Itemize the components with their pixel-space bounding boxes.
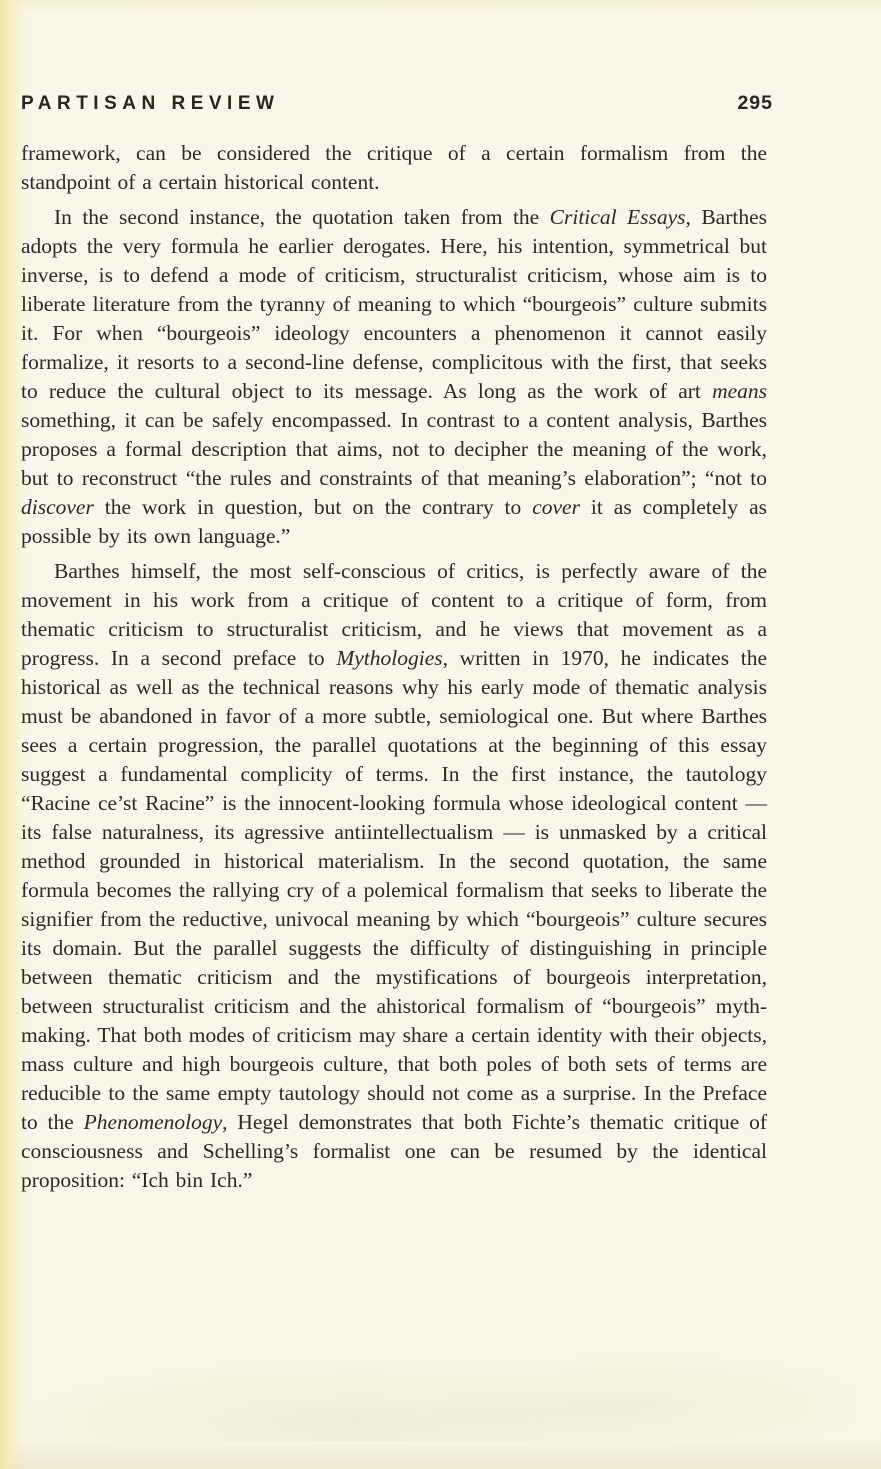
text-run: , Barthes adopts the very formula he earlier derogates. Here, his intention, symmetrical but inverse, is to defend a mode of criticism, structuralist criticism, whose aim is to liberate literature from the tyranny of meaning to which “bourgeois” culture submits it. For when “bourgeois” ideology encounters a phenomenon it cannot easily formalize, it resorts to a second-line defense, complicitous with the first, that seeks to reduce the cultural object to its message. As long as the work of art [21,205,767,403]
italic-text-run: Mythologies [336,646,443,670]
text-run: Barthes himself, the most self-conscious of critics, is perfectly aware of the movement in his work from a critique of content to a critique of form, from thematic criticism to structuralist criticism, and he views that movement as a progress. In a second preface to [21,559,767,670]
italic-text-run: Phenomenology [83,1110,223,1134]
text-run: framework, can be considered the critique of a certain formalism from the standpoint of a certain historical content. [21,141,767,194]
page-number: 295 [737,92,773,114]
text-run: the work in question, but on the contrary to [93,495,533,519]
italic-text-run: means [712,379,767,403]
running-head [21,92,773,115]
italic-text-run: Critical Essays [549,205,686,229]
paragraph [21,139,767,197]
page-body [21,139,767,1195]
italic-text-run: discover [21,495,94,519]
text-run: it as completely as possible by its own language.” [21,495,768,548]
text-run: something, it can be safely encompassed. In contrast to a content analysis, Barthes proposes a formal description that aims, not to decipher the meaning of the work, but to reconstruct “the rules and constraints of that meaning’s elaboration”; “not to [21,408,767,490]
journal-title: PARTISAN REVIEW [21,93,280,114]
paragraph [21,557,767,1195]
italic-text-run: cover [532,495,580,519]
text-run: In the second instance, the quotation taken from the [54,205,550,229]
paragraph [21,203,767,551]
scan-show-through-artifact [30,1351,851,1441]
text-run: , written in 1970, he indicates the historical as well as the technical reasons why his early mode of thematic analysis must be abandoned in favor of a more subtle, semiological one. But where Barthes sees a certain progression, the parallel quotations at the beginning of this essay suggest a fundamental complicity of terms. In the first instance, the tautology “Racine ce’st Racine” is the innocent-looking formula whose ideological content — its false naturalness, its agressive antiintellectualism — is unmasked by a critical method grounded in historical materialism. In the second quotation, the same formula becomes the rallying cry of a polemical formalism that seeks to liberate the signifier from the reductive, univocal meaning by which “bourgeois” culture secures its domain. But the parallel suggests the difficulty of distinguishing in principle between thematic criticism and the mystifications of bourgeois interpretation, between structuralist criticism and the ahistorical formalism of “bourgeois” myth-making. That both modes of criticism may share a certain identity with their objects, mass culture and high bourgeois culture, that both poles of both sets of terms are reducible to the same empty tautology should not come as a surprise. In the Preface to the [21,646,767,1134]
text-run: , Hegel demonstrates that both Fichte’s thematic critique of consciousness and Schelling’s formalist one can be resumed by the identical proposition: “Ich bin Ich.” [21,1110,767,1192]
